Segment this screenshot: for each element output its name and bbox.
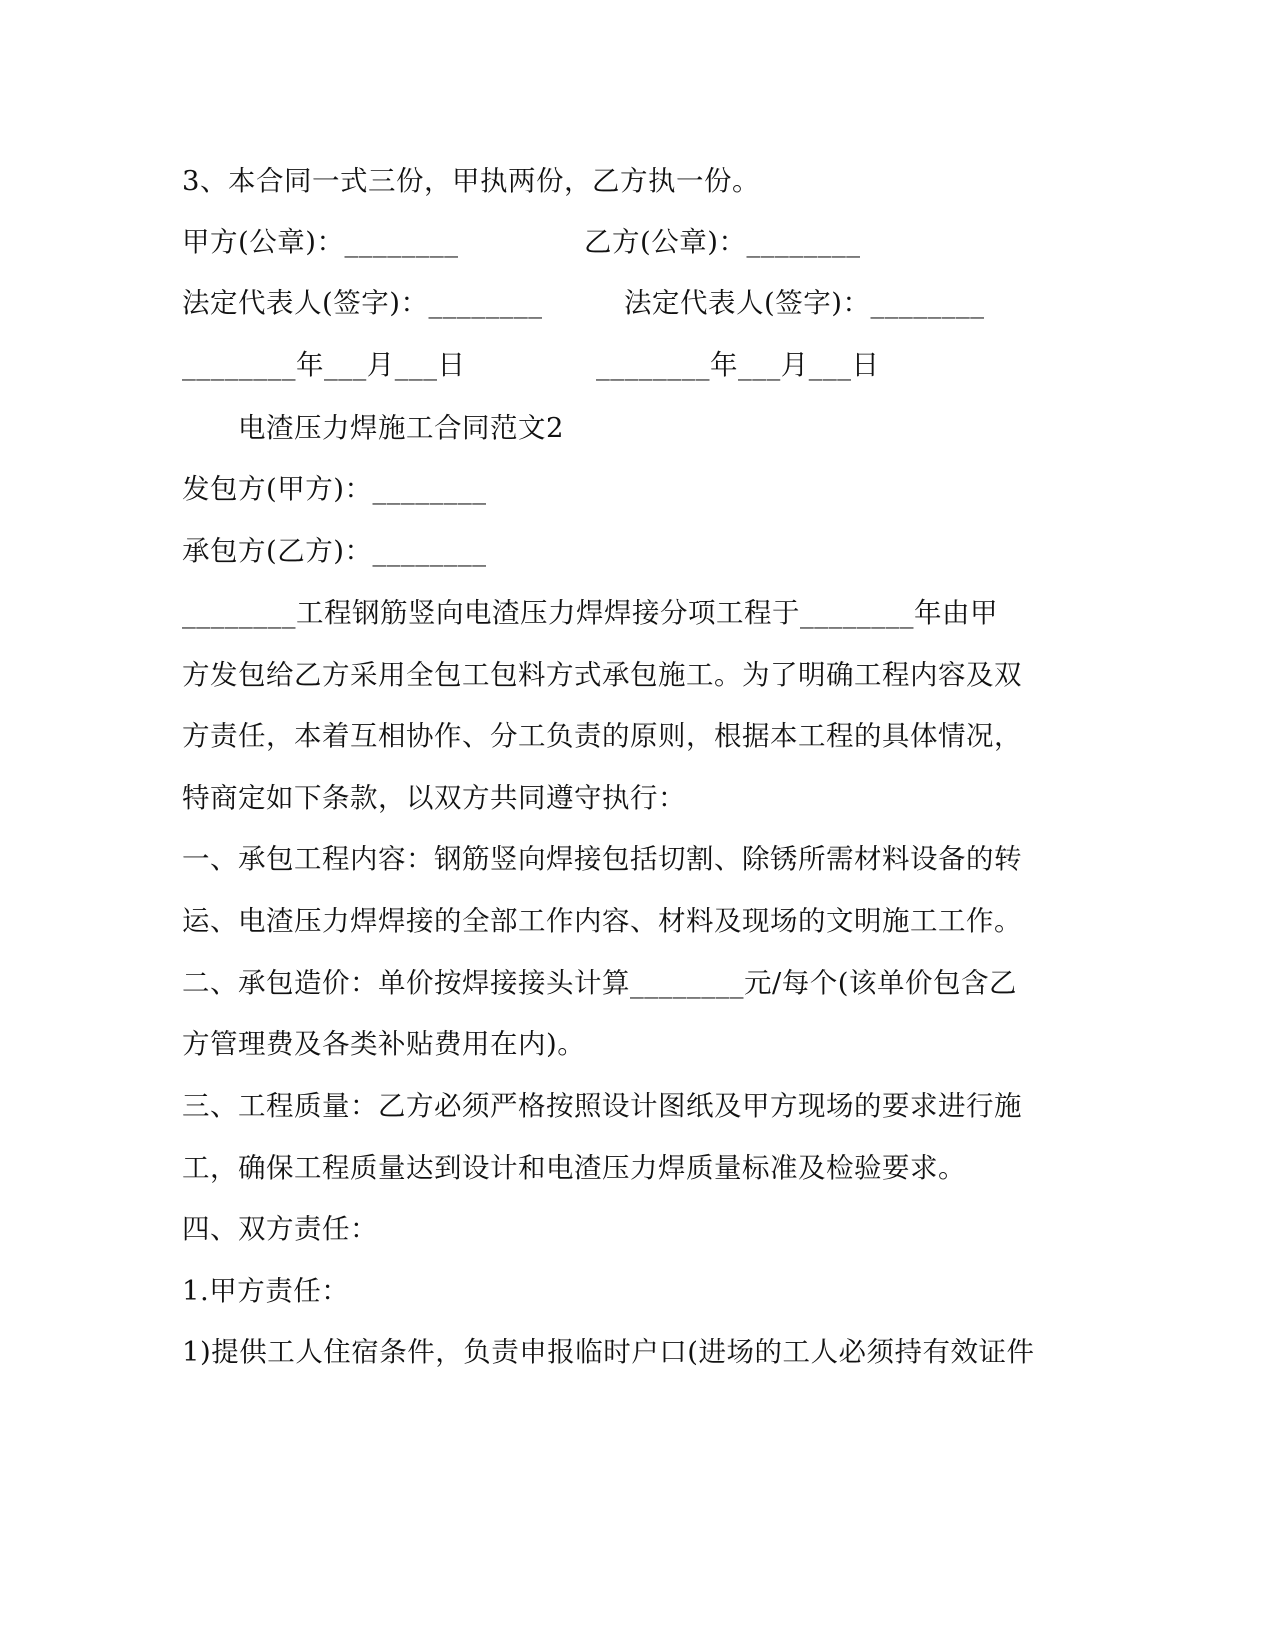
- paragraph-line: 特商定如下条款，以双方共同遵守执行：: [182, 782, 686, 814]
- paragraph-line: 方发包给乙方采用全包工包料方式承包施工。为了明确工程内容及双: [182, 659, 1022, 691]
- clause-1-line: 一、承包工程内容：钢筋竖向焊接包括切割、除锈所需材料设备的转: [182, 843, 1022, 875]
- clause-copies: 3、本合同一式三份，甲执两份，乙方执一份。: [182, 165, 760, 197]
- party-b-seal: 乙方(公章)：________: [584, 226, 861, 258]
- clause-1-line: 运、电渣压力焊焊接的全部工作内容、材料及现场的文明施工工作。: [182, 905, 1022, 937]
- employer-line: 发包方(甲方)：________: [182, 473, 487, 505]
- party-a-date: ________年___月___日: [182, 349, 466, 381]
- date-row: [0, 345, 1275, 385]
- section-title: 电渣压力焊施工合同范文2: [238, 412, 564, 444]
- duty-item-line: 1)提供工人住宿条件，负责申报临时户口(进场的工人必须持有效证件: [182, 1336, 1035, 1368]
- clause-3-line: 三、工程质量：乙方必须严格按照设计图纸及甲方现场的要求进行施: [182, 1090, 1022, 1122]
- contractor-line: 承包方(乙方)：________: [182, 535, 487, 567]
- party-a-seal: 甲方(公章)：________: [182, 226, 459, 258]
- party-a-representative: 法定代表人(签字)：________: [182, 287, 543, 319]
- party-b-date: ________年___月___日: [596, 349, 880, 381]
- clause-2-line: 二、承包造价：单价按焊接接头计算________元/每个(该单价包含乙: [182, 967, 1017, 999]
- clause-4-heading: 四、双方责任：: [182, 1213, 378, 1245]
- seal-row: [0, 222, 1275, 262]
- clause-3-line: 工，确保工程质量达到设计和电渣压力焊质量标准及检验要求。: [182, 1152, 966, 1184]
- party-a-duties-heading: 1.甲方责任：: [182, 1275, 350, 1307]
- party-b-representative: 法定代表人(签字)：________: [624, 287, 985, 319]
- paragraph-line: ________工程钢筋竖向电渣压力焊焊接分项工程于________年由甲: [182, 597, 998, 629]
- representative-row: [0, 283, 1275, 323]
- paragraph-line: 方责任，本着互相协作、分工负责的原则，根据本工程的具体情况，: [182, 720, 1022, 752]
- clause-2-line: 方管理费及各类补贴费用在内)。: [182, 1028, 586, 1060]
